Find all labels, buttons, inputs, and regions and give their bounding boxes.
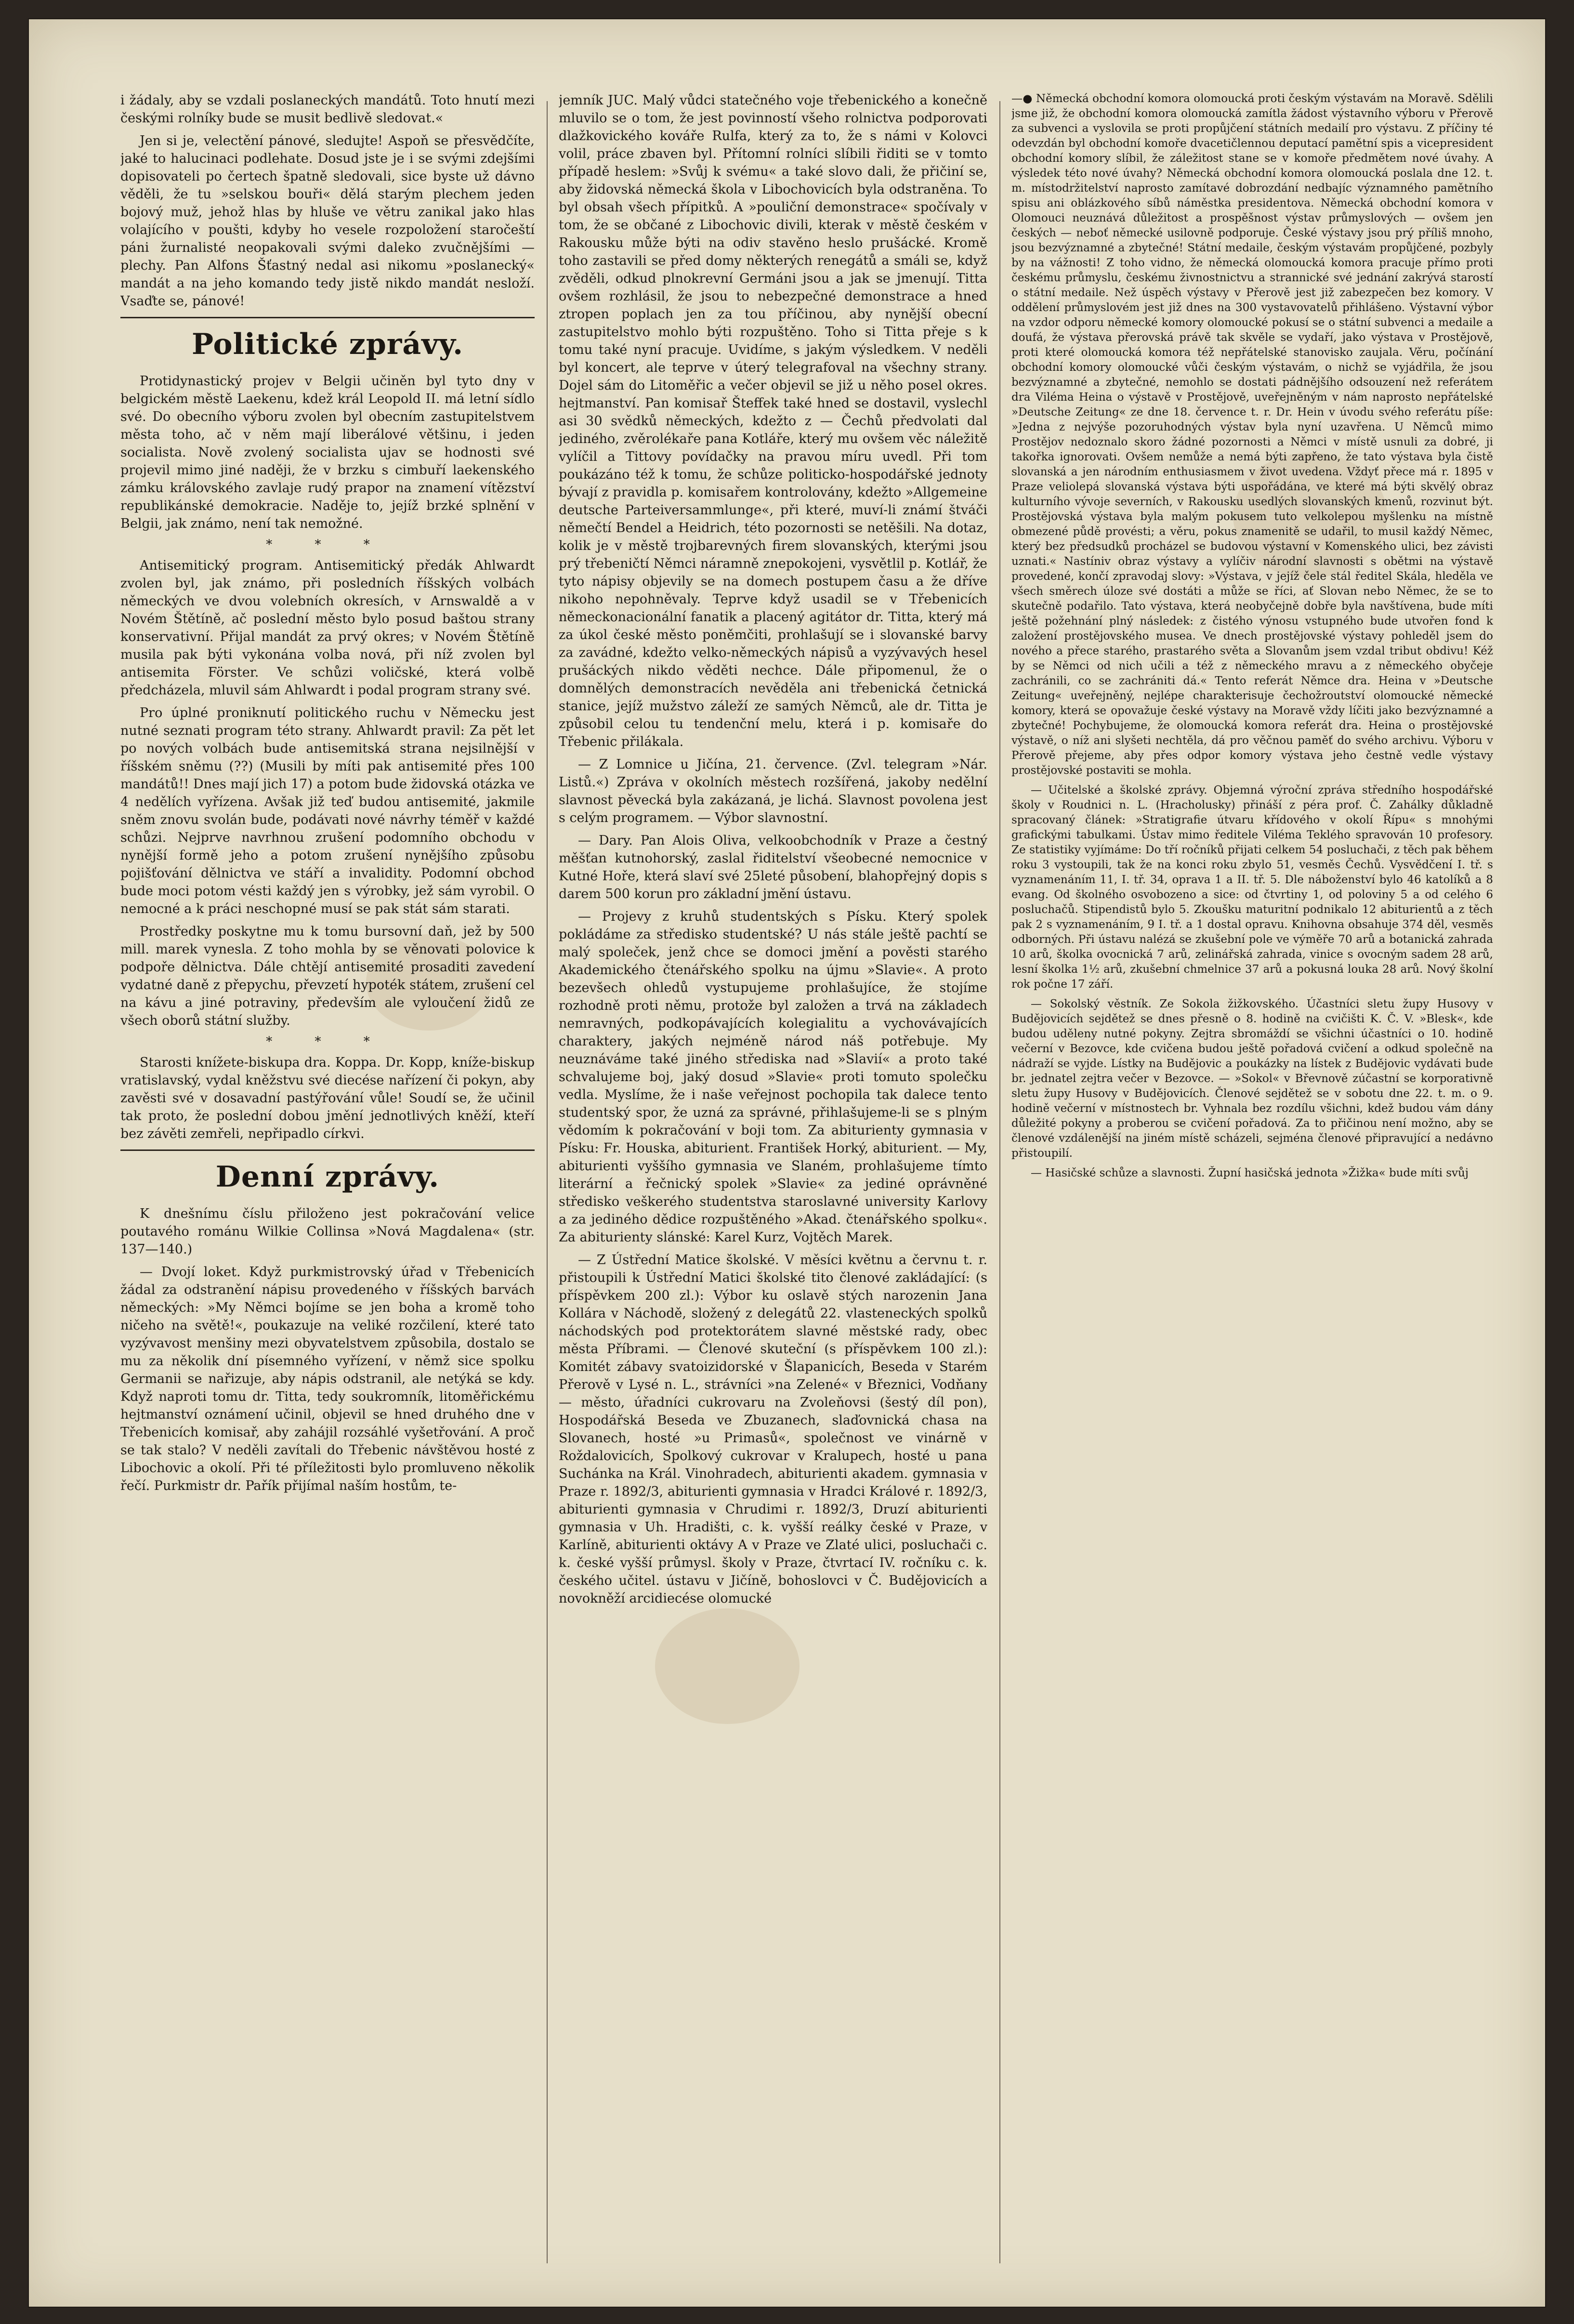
section-heading-politicke: Politické zprávy. bbox=[191, 327, 464, 361]
column-rule bbox=[547, 101, 548, 2263]
article-paragraph: i žádaly, aby se vzdali poslaneckých mandátů. Toto hnutí mezi českými rolníky bude se musit bedlivě sledovat.« bbox=[120, 93, 535, 126]
section-divider bbox=[120, 1149, 535, 1151]
asterism: * * * bbox=[266, 1034, 389, 1049]
article-paragraph: — Z Ústřední Matice školské. V měsíci květnu a červnu t. r. přistoupili k Ústřední Matici školské tito členové zakládající: (s příspěvkem 200 zl.): Výbor ku oslavě stých narozenin Jana Kollára v Náchodě, složený z delegátů 22. vlasteneckých spolků náchodských pod protektorátem slavné městské rady, obec města Příbrami. — Členové skuteční (s příspěvkem 100 zl.): Komitét zábavy svatoizidorské v Šlapanicích, Beseda v Starém Přerově v Lysé n. L., strávníci »na Zelené« v Březnici, Vodňany — město, úřadníci cukrovaru na Zvoleňovsi (šestý díl pon), Hospodářská Beseda ve Zbuzanech, slaďovnická chasa na Slovanech, hosté »u Primasů«, společnost ve vinárně v Roždalovicích, Spolkový cukrovar v Kralupech, hosté u pana Suchánka na Král. Vinohradech, abiturienti akadem. gymnasia v Praze r. 1892/3, abiturienti gymnasia v Hradci Králové r. 1892/3, abiturienti gymnasia v Chrudimi r. 1892/3, Druzí abiturienti gymnasia v Uh. Hradišti, c. k. vyšší reálky české v Praze, v Karlíně, abiturienti oktávy A v Praze ve Zlaté ulici, posluchači c. k. české vyšší průmysl. školy v Praze, čtvrtací IV. ročníku c. k. českého učitel. ústavu v Jičíně, bohoslovci v Č. Budějovicích a novokněží arcidiecése olomucké bbox=[559, 1253, 987, 1606]
column-3 bbox=[1011, 91, 1493, 2278]
newspaper-page bbox=[29, 19, 1545, 2307]
article-paragraph: K dnešnímu číslu přiloženo jest pokračování velice poutavého románu Wilkie Collinsa »Nová Magdalena« (str. 137—140.) bbox=[120, 1206, 535, 1257]
asterism: * * * bbox=[266, 537, 389, 552]
article-paragraph: Protidynastický projev v Belgii učiněn byl tyto dny v belgickém městě Laekenu, kdež král Leopold II. má letní sídlo své. Do obecního výboru zvolen byl obecním zastupitelstvem města toho, ač v něm mají liberálové většinu, i jeden socialista. Nově zvolený socialista ujav se hodnosti své projevil mimo jiné naději, že v brzku s cimbuří laekenského zámku královského zavlaje rudý prapor na znamení vítězství republikánské demokracie. Naděje to, jejíž brzké splnění v Belgii, jak známo, není tak nemožné. bbox=[120, 374, 535, 531]
column-rule bbox=[999, 101, 1000, 2263]
article-paragraph: — Hasičské schůze a slavnosti. Župní hasičská jednota »Žižka« bude míti svůj bbox=[1031, 1167, 1469, 1179]
section-divider bbox=[120, 317, 535, 318]
column-2 bbox=[559, 91, 987, 2278]
article-paragraph: Prostředky poskytne mu k tomu bursovní daň, jež by 500 mill. marek vynesla. Z toho mohla by se věnovati polovice k podpoře dělnictva. Dále chtějí antisemité prosaditi zavedení vydatné daně z přepychu, převzetí hypoték státem, zrušení cel na kávu a jiné potraviny, především ale vyloučení židů ze všech oborů státní služby. bbox=[120, 924, 535, 1028]
article-paragraph: — Dary. Pan Alois Oliva, velkoobchodník v Praze a čestný měšťan kutnohorský, zaslal řiditelství všeobecné nemocnice v Kutné Hoře, která slaví své 25leté působení, blahopřejný dopis s darem 500 korun pro základní jmění ústavu. bbox=[559, 833, 987, 901]
article-paragraph: Antisemitický program. Antisemitický předák Ahlwardt zvolen byl, jak známo, při posledních říšských volbách německých ve dvou volebních okresích, v Arnswaldě a v Novém Štětíně, ač poslední město bylo posud baštou strany konservativní. Přijal mandát za prvý okres; v Novém Štětíně musila pak býti vykonána volba nová, při níž zvolen byl antisemita Förster. Ve schůzi voličské, která volbě předcházela, mluvil sám Ahlwardt i podal program strany své. bbox=[120, 558, 535, 698]
section-heading-denni: Denní zprávy. bbox=[215, 1160, 440, 1194]
article-paragraph: — Učitelské a školské zprávy. Objemná výroční zpráva středního hospodářské školy v Roudnici n. L. (Hracholusky) přináší z péra prof. Č. Zahálky důkladně spracovaný článek: »Stratigrafie útvaru křídového v okolí Řípu« s mnohými grafickými tabulkami. Ústav mimo ředitele Viléma Teklého spravován 10 profesory. Ze statistiky vyjímáme: Do tří ročníků přijati celkem 54 posluchači, z těch pak během roku 3 vystoupili, tak že na konci roku zbylo 51, vesměs Čechů. Vysvědčení I. tř. s vyznamenáním 11, I. tř. 34, oprava 1 a II. tř. 5. Dle náboženství bylo 46 katolíků a 8 evang. Od školného osvobozeno a sice: od čtvrtiny 1, od poloviny 5 a od celého 6 posluchačů. Stipendistů bylo 5. Zkoušku maturitní podnikalo 12 abiturientů a z těch pak 2 s vyznamenáním, 9 I. tř. a 1 dostal opravu. Knihovna obsahuje 374 děl, vesměs odborných. Při ústavu nalézá se zkušební pole ve výměře 70 arů a botanická zahrada 10 arů, školka ovocnická 7 arů, zelinářská zahrada, vinice s ovocným sadem 28 arů, lesní školka 1½ arů, zkušební chmelnice 37 arů a pokusná louka 28 arů. Nový školní rok počne 17 září. bbox=[1011, 784, 1493, 991]
article-paragraph: —● Německá obchodní komora olomoucká proti českým výstavám na Moravě. Sdělili jsme již, že obchodní komora olomoucká zamítla žádost výstavního výboru v Přerově za subvenci a vyslovila se proti propůjčení státních medailí pro výstavu. Z příčiny té odevzdán byl obchodní komoře dvacetičlennou deputací pamětní spis a vicepresident obchodní komory slíbil, že záležitost stane se v komoře předmětem nové úvahy. A výsledek této nové úvahy? Německá obchodní komora olomoucká poslala dne 12. t. m. místodržitelství naprosto zamítavé dobrozdání nedbajíc významného pamětního spisu ani oblázkového síbů náměstka presidentova. Německá obchodní komora v Olomouci neuznává důležitost a prospěšnost výstav průmyslových — ovšem jen českých — neboť německé usilovně podporuje. České výstavy jsou prý příliš mnoho, jsou bezvýznamné a zbytečné! Státní medaile, českým výstavám propůjčené, pozbyly by na vážnosti! Z toho vidno, že německá olomoucká komora pracuje přímo proti českému průmyslu, českému živnostnictvu a strannické své jednání zakrývá starostí o státní medaile. Než úspěch výstavy v Přerově jest již zabezpečen bez komory. V oddělení průmyslovém jest již dnes na 300 vystavovatelů přihlášeno. Výstavní výbor na vzdor odporu německé komory olomoucké pokusí se o státní subvenci a medaile a doufá, že výstava přerovská právě tak skvěle se vydaří, jako výstava v Prostějově, proti které olomoucká komora též nepřátelské stanovisko zaujala. Věru, počínání obchodní komory olomoucké vůči českým výstavám, o nichž se vyjádřila, že jsou bezvýznamné a zbytečné, nemohlo se dostati pádnějšího odsouzení než referátem dra Viléma Heina o výstavě v Prostějově, uveřejněným v nám naprosto nepřátelské »Deutsche Zeitung« ze dne 18. července t. r. Dr. Hein v úvodu svého referátu píše: »Jedna z nejvýše pozoruhodných výstav byla nyní uzavřena. U Němců mimo Prostějov nedoznalo skoro žádné pozornosti a Němci v místě usnuli za dobré, ji takořka ignorovati. Ovšem nemůže a nemá býti zapřeno, že tato výstava byla čistě slovanská a jen národním enthusiasmem v život uvedena. Vždyť přece má r. 1895 v Praze veliolepá slovanská výstava býti uspořádána, ve které má býti skvělý obraz kulturního vývoje severních, v Rakousku usedlých slovanských kmenů, rozvinut být. Prostějovská výstava byla malým pokusem tuto velkolepou myšlenku na místně obmezené půdě provésti; a věru, pokus znamenitě se udařil, to musil každý Němec, který bez předsudků procházel se budovou výstavní v Komenského ulici, bez závisti uznati.« Nastíniv obraz výstavy a vylíčiv národní slavnosti s obětmi na výstavě provedené, končí zpravodaj slovy: »Výstava, v jejíž čele stál ředitel Skála, hleděla ve všech směrech úloze své dostáti a může se říci, ať Slovan nebo Němec, že se to skutečně podařilo. Tato výstava, která neobyčejně dobře byla navštívena, bude míti ještě požehnání plný následek: z čistého výnosu vstupného bude utvořen fond k založení prostějovského musea. Ve dnech prostějovské výstavy pohleděl jsem do nového a přece starého, prastarého světa a Slovanům jsem vzdal tribut obdivu! Kéž by se Němci od nich učili a též z německého mravu a z německého obyčeje zachránili, co se zachrániti dá.« Tento referát Němce dra. Heina v »Deutsche Zeitung« uveřejněný, nejlépe charakterisuje čechožroutství olomoucké německé komory, která se opovažuje české výstavy na Moravě vždy líčiti jako bezvýznamné a zbytečné! Pochybujeme, že olomoucká komora referát dra. Heina o prostějovské výstavě, o níž ani slyšeti nechtěla, dá pro věčnou paměť do svého archivu. Výboru v Přerově přejeme, aby přes odpor komory výstava jeho čestně vedle výstavy prostějovské postaviti se mohla. bbox=[1011, 92, 1493, 777]
article-paragraph: — Sokolský věstník. Ze Sokola žižkovského. Účastníci sletu župy Husovy v Budějovicích sejdětež se dnes přesně o 8. hodině na cvičišti K. Č. V. »Blesk«, kde budou uděleny nutné pokyny. Zejtra sbromáždí se všichni účastníci o 10. hodině večerní v Bezovce, kde cvičena budou ještě pořadová cvičení a odkud společně na nádraží se vyjde. Lístky na Budějovic a poukázky na lístek z Budějovic vydávati bude br. jednatel zejtra večer v Bezovce. — »Sokol« v Břevnově zúčastní se korporativně sletu župy Husovy v Budějovicích. Členové sejdětež se v sobotu dne 22. t. m. o 9. hodině večerní v místnostech br. Vyhnala bez rozdílu všichni, kdež budou vám dány důležité pokyny a proberou se cvičení pořadová. Za to přičinou není možno, aby se členové vzdálenější na jiném místě scházeli, sejména členové připravující a nedávno přistoupilí. bbox=[1011, 998, 1493, 1160]
article-paragraph: — Dvojí loket. Když purkmistrovský úřad v Třebenicích žádal za odstranění nápisu provedeného v říšských barvách německých: »My Němci bojíme se jen boha a kromě toho ničeho na světě!«, poukazuje na veliké rozčilení, které tato vyzývavost menšiny mezi obyvatelstvem způsobila, dostalo se mu za několik dní písemného vyřízení, v němž sice spolku Germanii se nařizuje, aby nápis odstranil, ale netýká se kdy. Když naproti tomu dr. Titta, tedy soukromník, litoměřickému hejtmanství oznámení učinil, objevil se hned druhého dne v Třebenicích komisař, aby zahájil rozsáhlé vyšetřování. A proč se tak stalo? V neděli zavítali do Třebenic návštěvou hosté z Libochovic a okolí. Při té příležitosti bylo promluveno několik řečí. Purkmistr dr. Pařík přijímal naším hostům, te- bbox=[120, 1265, 535, 1493]
article-paragraph: Starosti knížete-biskupa dra. Koppa. Dr. Kopp, kníže-biskup vratislavský, vydal kněžstvu své diecése nařízení či pokyn, aby zavěsti své v dosavadní pastýřování vůle! Soudí se, že učinil tak proto, že poslední dobou jmění jednotlivých kněží, kteří bez závěti zemřeli, nepřipadlo církvi. bbox=[120, 1055, 535, 1141]
article-paragraph: jemník JUC. Malý vůdci statečného voje třebenického a konečně mluvilo se o tom, že jest povinností všeho rolnictva podporovati dlažkovického kováře Rulfa, který za to, že s námi v Kolovci volil, práce zbaven byl. Přítomní rolníci slíbili řiditi se v tomto případě heslem: »Svůj k svému« a také slovo dali, že přičiní se, aby židovská německá škola v Libochovicích byla odstraněna. To byl obsah všech přípitků. A »pouliční demonstrace« spočívaly v tom, že se občané z Libochovic divili, kterak v městě českém v Rakousku může býti na odiv stavěno heslo prušácké. Kromě toho zastavili se před domy některých renegátů a smáli se, když zvěděli, odkud plnokrevní Germáni jsou a jak se jmenují. Titta ovšem rozhlásil, že jsou to nebezpečné demonstrace a hned ztropen poplach jen za tou příčinou, aby nynější obecní zastupitelstvo mohlo býti rozpuštěno. Toho si Titta přeje s k tomu také nyní pracuje. Uvidíme, s jakým výsledkem. V neděli byl koncert, ale teprve v úterý telegrafoval na všechny strany. Dojel sám do Litoměřic a večer objevil se již u něho posel okres. hejtmanství. Pan komisař Šteffek také hned se dostavil, vyslechl asi 30 svědků německých, kdežto z — Čechů předvolati dal jediného, zvěrolékaře pana Kotláře, který mu ovšem věc náležitě vylíčil a Tittovy povídačky na pravou míru uvedl. Při tom poukázáno též k tomu, že schůze politicko-hospodářské jednoty bývají z pravidla p. komisařem kontrolovány, kdežto »Allgemeine deutsche Parteiversammlunge«, při které, muví-li známí štváči němečtí Bendel a Heidrich, této pozornosti se netěšili. Na dotaz, kolik je v městě trojbarevných firem slovanských, kterými jsou prý třebeničtí Němci náramně znepokojeni, vysvětlil p. Kotlář, že tyto nápisy objevily se na domech postupem času a že dříve nikoho nepohněvaly. Teprve když usadil se v Třebenicích německonacionální fanatik a placený agitátor dr. Titta, který má za úkol české město poněmčiti, prohlašují se i slovanské barvy za zavádné, kdežto velko-německých nápisů a vyzývavých hesel prušáckých nikdo věděti nechce. Dále připomenul, že o domnělých demonstracích nevěděla ani třebenická četnická stanice, jejíž mužstvo záleží ze samých Němců, ale dr. Titta je způsobil celou tu tendenční melu, která i p. komisaře do Třebenic přilákala. bbox=[559, 93, 987, 749]
article-paragraph: — Projevy z kruhů studentských s Písku. Který spolek pokládáme za středisko studentské? U nás stále ještě pachtí se malý společek, jenž chce se domoci jmění a pověsti starého Akademického čtenářského spolku na újmu »Slavie«. A proto bezevšech ohledů vystupujeme prohlašujíce, že stojíme rozhodně proti němu, protože byl založen a trvá na základech nemravných, podkopávajících kolegialitu a vychovávajících charaktery, jakých nejméně národ náš potřebuje. My neuznáváme také jiného střediska nad »Slavií« a proto také schvalujeme boj, jaký dosud »Slavie« proti tomuto společku vedla. Myslíme, že i naše veřejnost pochopila tak dalece tento studentský spor, že uzná za správné, přihlašujeme-li se s plným vědomím k pokračování v boji tom. Za abiturienty gymnasia v Písku: Fr. Houska, abiturient. František Horký, abiturient. — My, abiturienti vyššího gymnasia ve Slaném, prohlašujeme tímto literární a řečnický spolek »Slavie« za jediné oprávněné středisko veškerého studentstva staroslavné university Karlovy a za jediného dědice rozpuštěného »Akad. čtenářského spolku«. Za abiturienty slánské: Karel Kurz, Vojtěch Marek. bbox=[559, 909, 987, 1245]
column-1 bbox=[120, 91, 535, 2278]
article-paragraph: Jen si je, velectění pánové, sledujte! Aspoň se přesvědčíte, jaké to halucinaci podlehate. Dosud jste je i se svými zdejšími dopisovateli po čertech špatně sledovali, sice byste už dávno věděli, že tu »selskou bouři« dělá starým plechem jeden bojový muž, jehož hlas by hluše ve větru zanikal jako hlas volajícího v poušti, kdyby ho vesele rozpoložení staročeští páni žurnalisté neopakovali svými daleko zvučnějšími — plechy. Pan Alfons Šťastný nedal asi nikomu »poslanecký« mandát a na jeho komando tedy jistě nikdo mandát nesloží. Vsaďte se, pánové! bbox=[120, 133, 535, 309]
article-paragraph: — Z Lomnice u Jičína, 21. července. (Zvl. telegram »Nár. Listů.«) Zpráva v okolních městech rozšířená, jakoby nedělní slavnost pěvecká byla zakázaná, je lichá. Slavnost povolena jest s celým programem. — Výbor slavnostní. bbox=[559, 757, 987, 825]
article-paragraph: Pro úplné proniknutí politického ruchu v Německu jest nutné seznati program této strany. Ahlwardt pravil: Za pět let po nových volbách bude antisemitská strana nejsilnější v říšském sněmu (??) (Musili by míti pak antisemité přes 100 mandátů!! Dnes mají jich 17) a potom bude židovská otázka ve 4 nedělích vyřízena. Avšak již teď budou antisemité, jakmile sněm znovu svolán bude, podávati nové návrhy téměř v každé schůzi. Nejprve navrhnou zrušení podomního obchodu v nynější formě jeho a potom zrušení nynějšího způsobu pojišťování dělnictva ve stáří a invalidity. Podomní obchod bude moci potom vésti každý jen s výrobky, jež sám vyrobil. O nemocné a k práci neschopné musí se pak stát sám starati. bbox=[120, 705, 535, 916]
